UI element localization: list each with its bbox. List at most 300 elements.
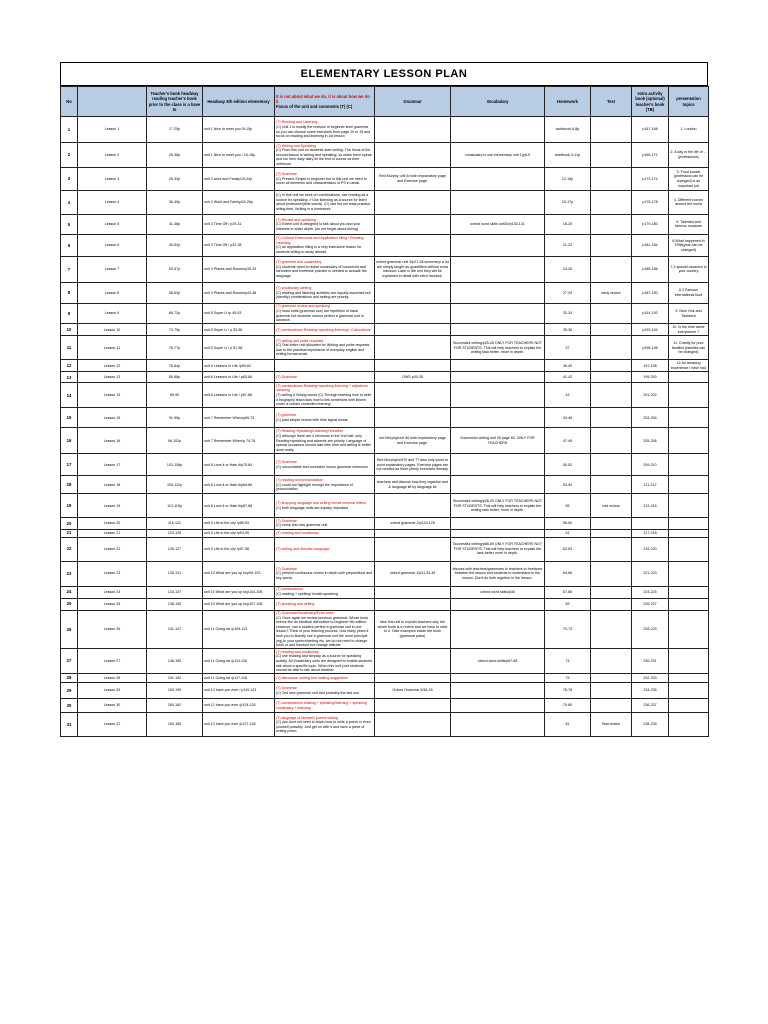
focus-comment: (C) uncountable and countable nouns grammar extension <box>276 464 368 469</box>
test-cell <box>591 518 632 529</box>
vocabulary-cell: oxford word skills/p36 <box>451 586 545 598</box>
focus-cell <box>275 649 375 674</box>
homework-cell: 38-40 <box>545 360 591 372</box>
test-cell <box>591 234 632 256</box>
presentation-cell: 1. London <box>669 117 709 143</box>
table-row <box>61 256 709 282</box>
focus-comment: (C) students need to revisit vocabulary of household and stemcline and immense practice is needed to actuate the language <box>276 264 367 279</box>
lesson-cell: Lesson 17 <box>78 454 147 476</box>
focus-cell <box>275 143 375 168</box>
focus-comment: (C) reading + spelling/ breath speaking <box>276 592 338 596</box>
focus-cell <box>275 408 375 428</box>
presentation-cell: 7.3 special occasion in your country <box>669 256 709 282</box>
row-number: 22 <box>61 537 78 561</box>
grammar-cell: oxford grammar 2/p123-125 <box>375 518 451 529</box>
test-cell <box>591 610 632 649</box>
focus-topic: (T) Grammar <box>276 172 297 177</box>
test-cell <box>591 674 632 683</box>
row-number: 5 <box>61 214 78 234</box>
focus-topic: (T) Reading+Speaking/Listening+Weather <box>276 429 344 434</box>
focus-topic: (T) writing and direction language <box>276 546 330 551</box>
row-number: 24 <box>61 586 78 598</box>
grammar-cell: Red Murphy unit 5/ both explanatory page and Exercise page. <box>375 167 451 190</box>
extra-activity-cell: p173-174 <box>632 167 669 190</box>
presentation-cell <box>669 674 709 683</box>
presentation-cell: 2. A day in the life of ... (professions) <box>669 143 709 168</box>
presentation-cell: 9. New York and Tashkent <box>669 303 709 323</box>
focus-cell <box>275 214 375 234</box>
presentation-cell: 12.An amazing experience I have had <box>669 360 709 372</box>
extra-activity-cell: 230-231 <box>632 649 669 674</box>
focus-comment: (C) past simple review with time signal words <box>276 417 348 422</box>
grammar-cell: oxford grammar unit 3/p27-28 some/any/ a lot are simply taught as quantifiers without extra handout. Later in 8th unit they will be explained in detail with extra handout. <box>375 256 451 282</box>
test-cell <box>591 324 632 336</box>
vocabulary-cell <box>451 598 545 610</box>
test-cell <box>591 649 632 674</box>
focus-topic: (T) Review and speaking <box>276 217 316 222</box>
extra-activity-cell: p175-178 <box>632 190 669 214</box>
table-row <box>61 518 709 529</box>
row-number: 23 <box>61 561 78 586</box>
homework-cell: 15-17p <box>545 190 591 214</box>
col-header-vocabulary: Vocabulary <box>451 87 545 117</box>
homework-cell: 47-49 <box>545 428 591 454</box>
lesson-cell: Lesson 2 <box>78 143 147 168</box>
lesson-cell: Lesson 25 <box>78 598 147 610</box>
focus-topic: (T) Grammar <box>276 518 297 523</box>
homework-cell: 75 <box>545 674 591 683</box>
lesson-cell: Lesson 13 <box>78 372 147 383</box>
vocabulary-cell <box>451 476 545 494</box>
extra-activity-cell: p179-180 <box>632 214 669 234</box>
extra-activity-cell: 226-227 <box>632 598 669 610</box>
test-cell <box>591 454 632 476</box>
col-header-no: No <box>61 87 78 117</box>
focus-comment: (C) Test entire unit allocated for Writing and polite requests due to the practical importance of everyday english and writing formal email. <box>276 343 370 357</box>
test-cell <box>591 360 632 372</box>
homework-cell: 24-26 <box>545 256 591 282</box>
teachers-book-pages: 85-88p <box>147 372 203 383</box>
vocabulary-cell <box>451 360 545 372</box>
unit-cell: unit 4 Places and Rooms/p43-48 <box>203 282 275 303</box>
grammar-cell <box>375 529 451 537</box>
grammar-cell <box>375 383 451 408</box>
homework-cell: workbook 6-8p <box>545 117 591 143</box>
unit-cell: unit 9 Life in the city /p94-95 <box>203 529 275 537</box>
lesson-cell: Lesson 19 <box>78 494 147 518</box>
col-header-presentation: presentation topics <box>669 87 709 117</box>
table-row <box>61 476 709 494</box>
presentation-cell: 6.What happened in 1998(year can be changed) <box>669 234 709 256</box>
teachers-book-pages: 153-159 <box>147 683 203 699</box>
test-cell <box>591 190 632 214</box>
focus-comment: (C) Extent unit is designed to talk about you and your interests in wider depth. (do not forget about timing) <box>276 222 361 231</box>
presentation-cell: 4. Different homes around the world <box>669 190 709 214</box>
focus-comment: (C) Unit 1 is mostly the revision of beginner level grammar so you can choose some exercises from page 10 to 15 and focus on reading and listening in 1st lesson <box>276 124 371 139</box>
focus-cell <box>275 372 375 383</box>
extra-activity-cell: 205-206 <box>632 428 669 454</box>
unit-cell: unit 6 Lessons in Life /p59-62 <box>203 360 275 372</box>
focus-cell <box>275 674 375 683</box>
lesson-cell: Lesson 15 <box>78 408 147 428</box>
extra-activity-cell: 224-225 <box>632 586 669 598</box>
focus-topic: (T) grammar and vocabulary <box>276 260 322 265</box>
focus-comment: (C) Present Simple is beginner but in this unit we need to cover all elements and characteristics of PS in detail. <box>276 176 367 186</box>
lesson-cell: Lesson 14 <box>78 383 147 408</box>
vocabulary-cell <box>451 234 545 256</box>
teachers-book-pages: 58-63p <box>147 282 203 303</box>
table-row <box>61 167 709 190</box>
unit-cell: unit 9 Life in the city /p89-93 <box>203 518 275 529</box>
table-row <box>61 214 709 234</box>
homework-cell: 37 <box>545 336 591 360</box>
col-header-unit: Headway 5th edition elementary <box>203 87 275 117</box>
unit-cell: unit 8 Love it or Hate it/p79-84 <box>203 454 275 476</box>
extra-activity-cell: p181-184 <box>632 234 669 256</box>
extra-activity-cell: p193-194 <box>632 324 669 336</box>
row-number: 20 <box>61 518 78 529</box>
table-row <box>61 234 709 256</box>
test-cell <box>591 143 632 168</box>
focus-topic: (T) Grammar/Vocabulary/Extra uses <box>276 611 334 615</box>
focus-comment: (C) you dont not need to teach how to write a poem or even yourself possibly. Just get on with it and have a piece of writing poem. <box>276 720 371 734</box>
presentation-cell: 8.3 Famous international food <box>669 282 709 303</box>
vocabulary-cell <box>451 674 545 683</box>
unit-cell: unit 12 have you ever /p124-126 <box>203 699 275 713</box>
presentation-cell <box>669 713 709 737</box>
table-row <box>61 117 709 143</box>
lesson-cell: Lesson 1 <box>78 117 147 143</box>
focus-topic: (T) combinations <box>276 587 303 592</box>
focus-cell <box>275 167 375 190</box>
teachers-book-pages: 163-165 <box>147 713 203 737</box>
table-row <box>61 561 709 586</box>
row-number: 4 <box>61 190 78 214</box>
test-cell <box>591 336 632 360</box>
homework-cell: workbook 9-11p <box>545 143 591 168</box>
lesson-cell: Lesson 12 <box>78 360 147 372</box>
grammar-cell <box>375 674 451 683</box>
grammar-cell <box>375 494 451 518</box>
row-number: 19 <box>61 494 78 518</box>
vocabulary-cell <box>451 282 545 303</box>
focus-cell <box>275 683 375 699</box>
teachers-book-pages: 89-90 <box>147 383 203 408</box>
focus-header-label: Focus of the unit and comments (T) (C) <box>276 104 353 110</box>
row-number: 13 <box>61 372 78 383</box>
grammar-cell: oxford grammar 1/p31,34-35 <box>375 561 451 586</box>
row-number: 15 <box>61 408 78 428</box>
table-row <box>61 336 709 360</box>
focus-topic: (T) Reading and Listening <box>276 120 318 125</box>
vocabulary-cell <box>451 699 545 713</box>
teachers-book-pages: 148-150 <box>147 649 203 674</box>
presentation-cell <box>669 649 709 674</box>
extra-activity-cell: 228-229 <box>632 610 669 649</box>
homework-cell: 32-34 <box>545 303 591 323</box>
homework-cell: 70-73 <box>545 610 591 649</box>
table-row <box>61 372 709 383</box>
unit-cell: unit 1 Nice to meet you / 16-18p <box>203 143 275 168</box>
grammar-cell <box>375 336 451 360</box>
presentation-cell <box>669 529 709 537</box>
vocabulary-cell <box>451 256 545 282</box>
vocabulary-cell <box>451 324 545 336</box>
col-header-teachers-book: Teacher's book headway reading teacher's book prior to the class is a have to <box>147 87 203 117</box>
teachers-book-pages: 103-108p <box>147 454 203 476</box>
row-number: 17 <box>61 454 78 476</box>
focus-cell <box>275 117 375 143</box>
focus-cell <box>275 561 375 586</box>
focus-topic: (T) combinations Reading+speaking listening+ Collocations <box>276 327 371 332</box>
focus-topic: (T) reading and vocabulary <box>276 649 319 654</box>
focus-topic: (T) Grammar <box>276 460 297 465</box>
col-header-focus <box>275 87 375 117</box>
grammar-cell: Oxford Grammar 5/38-39 <box>375 683 451 699</box>
teachers-book-pages: 128-131 <box>147 561 203 586</box>
vocabulary-cell: vocabulary in use elementary unit 1(p8-9 <box>451 143 545 168</box>
unit-cell: unit 4 Places and Rooms/p39-43 <box>203 256 275 282</box>
row-number: 10 <box>61 324 78 336</box>
focus-header-red-note: It is not about what we do, it is about how we do it <box>276 93 370 104</box>
homework-cell: 76-78 <box>545 683 591 699</box>
unit-cell: unit 11 Going far /p109-113 <box>203 610 275 649</box>
table-row <box>61 282 709 303</box>
homework-cell: 21-23 <box>545 234 591 256</box>
grammar-cell <box>375 214 451 234</box>
vocabulary-cell: Successful writing unit 25 page 60. ONLY FOR TEACHERS <box>451 428 545 454</box>
grammar-cell <box>375 586 451 598</box>
teachers-book-pages: 41-48p <box>147 214 203 234</box>
focus-cell <box>275 303 375 323</box>
vocabulary-cell <box>451 454 545 476</box>
focus-cell <box>275 428 375 454</box>
teachers-book-pages: 116-122 <box>147 518 203 529</box>
row-number: 3 <box>61 167 78 190</box>
focus-topic: (T) Cultural Extensions and Application filling / Reading Listening <box>276 236 364 245</box>
vocabulary-cell <box>451 117 545 143</box>
grammar-cell: teachers and discuss how they organise and & language kit by language kit <box>375 476 451 494</box>
lesson-cell: Lesson 28 <box>78 674 147 683</box>
homework-cell: 12-15p <box>545 167 591 190</box>
grammar-cell <box>375 324 451 336</box>
focus-cell <box>275 713 375 737</box>
teachers-book-pages: 73-75p <box>147 324 203 336</box>
lesson-cell: Lesson 5 <box>78 214 147 234</box>
table-row <box>61 383 709 408</box>
presentation-cell <box>669 454 709 476</box>
test-cell <box>591 699 632 713</box>
homework-cell: 69 <box>545 598 591 610</box>
table-row <box>61 598 709 610</box>
homework-cell: 18-20 <box>545 214 591 234</box>
teachers-book-pages: 113-115p <box>147 494 203 518</box>
focus-comment: (C) Once again we review previous grammar. Whole book seems like as identical alternative to beginner 5th edition. However, can a student perfect a grammar unit in one lesson? Think of your learning process, how many years it took you to fluently use a grammar unit the more principle (eg) in your speech/writing etc, we do not need to change book or add handout but change attitude. <box>276 615 369 648</box>
focus-cell <box>275 383 375 408</box>
vocabulary-cell: Successful writing/p25-28 ONLY FOR TEACHERS NOT FOR STUDENTS. This will help teachers to explain the writing task better, more in depth. <box>451 336 545 360</box>
focus-cell <box>275 282 375 303</box>
focus-cell <box>275 537 375 561</box>
test-cell <box>591 383 632 408</box>
table-row <box>61 610 709 649</box>
unit-cell: unit 2 Work and Family/24-26p <box>203 190 275 214</box>
vocabulary-cell: discuss with teachers/grammars fo teachers to freelance between the lesson and students to understand in the lesson. Don't do both together in the lesson. <box>451 561 545 586</box>
lesson-cell: Lesson 27 <box>78 649 147 674</box>
unit-cell: unit 8 Love it or Hate it/p87-88 <box>203 494 275 518</box>
header-row <box>61 87 709 117</box>
lesson-cell: Lesson 18 <box>78 476 147 494</box>
table-row <box>61 674 709 683</box>
lesson-cell: Lesson 11 <box>78 336 147 360</box>
grammar-cell <box>375 282 451 303</box>
vocabulary-cell: Successful writing/p28-29 ONLY FOR TEACHERS NOT FOR STUDENTS. This will help teachers to explain the writing task better, more in depth. <box>451 494 545 518</box>
teachers-book-pages: 53-57p <box>147 256 203 282</box>
unit-cell: unit 5 Super Li / p 57-58 <box>203 336 275 360</box>
homework-cell: 35-36 <box>545 324 591 336</box>
focus-comment: (C) both language units are equally important <box>276 505 348 510</box>
focus-comment: (C) reading and listening activities are equally important but (identify) combinations and writing are priority. <box>276 290 371 300</box>
vocabulary-cell <box>451 190 545 214</box>
focus-topic: (T) speaking and writing <box>276 601 315 606</box>
homework-cell: 79-80 <box>545 699 591 713</box>
teachers-book-pages: 126-127 <box>147 537 203 561</box>
vocabulary-cell <box>451 529 545 537</box>
presentation-cell: 3. Food bucket (profession can be changed) is an important job <box>669 167 709 190</box>
homework-cell: 43 <box>545 383 591 408</box>
table-row <box>61 408 709 428</box>
presentation-cell <box>669 494 709 518</box>
presentation-cell <box>669 383 709 408</box>
unit-cell: unit 2 work and Family/19-24p <box>203 167 275 190</box>
extra-activity-cell: p191-192 <box>632 303 669 323</box>
test-cell <box>591 167 632 190</box>
test-cell <box>591 256 632 282</box>
test-cell: final review <box>591 713 632 737</box>
lesson-cell: Lesson 23 <box>78 561 147 586</box>
extra-activity-cell: 221-223 <box>632 561 669 586</box>
col-header-test: Test <box>591 87 632 117</box>
presentation-cell: 5. Talented and famous musician <box>669 214 709 234</box>
table-row <box>61 586 709 598</box>
lesson-cell: Lesson 29 <box>78 683 147 699</box>
row-number: 11 <box>61 336 78 360</box>
table-row <box>61 454 709 476</box>
extra-activity-cell: 232-233 <box>632 674 669 683</box>
table-row <box>61 360 709 372</box>
extra-activity-cell: 209-210 <box>632 454 669 476</box>
col-header-grammar: Grammar <box>375 87 451 117</box>
row-number: 16 <box>61 428 78 454</box>
focus-cell <box>275 454 375 476</box>
extra-activity-cell: 217-218 <box>632 529 669 537</box>
focus-comment: (T) writing & linking words (C) Through learning how to write a biography teach kids how to link sentences with linkers under a certain controlled learning. <box>276 393 372 407</box>
table-row <box>61 303 709 323</box>
table-row <box>61 143 709 168</box>
teachers-book-pages: 96-102p <box>147 428 203 454</box>
row-number: 9 <box>61 303 78 323</box>
focus-comment: (C) could not highlight enough the importance of pronunciation <box>276 482 353 492</box>
teachers-book-pages: 160-162 <box>147 699 203 713</box>
table-row <box>61 683 709 699</box>
homework-cell: 61 <box>545 529 591 537</box>
focus-cell <box>275 256 375 282</box>
vocabulary-cell: Successful writing/p68-69 ONLY FOR TEACHERS NOT FOR STUDENTS. This will help teachers to explain the task better more in depth. <box>451 537 545 561</box>
extra-activity-cell <box>632 518 669 529</box>
extra-activity-cell: 234-235 <box>632 683 669 699</box>
lesson-cell: Lesson 4 <box>78 190 147 214</box>
focus-comment: (C) comp first new grammar unit <box>276 523 328 528</box>
homework-cell: 74 <box>545 649 591 674</box>
focus-comment: (C) although there are 4 elements in the 2nd half, only Reading+speaking and adverbs are priority. Language of special occasions should take little time and writing is better done orally. <box>276 433 371 452</box>
table-row <box>61 428 709 454</box>
grammar-cell <box>375 143 451 168</box>
extra-activity-cell: p167-168 <box>632 117 669 143</box>
teachers-book-pages: 36-40p <box>147 190 203 214</box>
unit-cell: unit 3 Time Off / p29-31 <box>203 214 275 234</box>
extra-activity-cell: p185-186 <box>632 256 669 282</box>
teachers-book-pages: 138-140 <box>147 598 203 610</box>
grammar-cell <box>375 117 451 143</box>
test-cell: mid review <box>591 494 632 518</box>
focus-topic: (T) Grammar <box>276 686 297 691</box>
homework-cell: 64-66 <box>545 561 591 586</box>
row-number: 28 <box>61 674 78 683</box>
teachers-book-pages: 78-84p <box>147 360 203 372</box>
focus-cell <box>275 476 375 494</box>
focus-topic: (T) combinations Reading+speaking listening + adjectives meaning <box>276 383 368 393</box>
unit-cell: unit 10 What are you up to/p104-106 <box>203 586 275 598</box>
test-cell <box>591 117 632 143</box>
teachers-book-pages: 91-95p <box>147 408 203 428</box>
table-row <box>61 699 709 713</box>
teachers-book-pages: 66-72p <box>147 303 203 323</box>
lesson-cell: Lesson 8 <box>78 282 147 303</box>
table-row <box>61 190 709 214</box>
lesson-plan-table <box>60 86 709 737</box>
unit-cell: unit 7 Remember When/p 74-78 <box>203 428 275 454</box>
row-number: 14 <box>61 383 78 408</box>
extra-activity-cell: 211-212 <box>632 476 669 494</box>
presentation-cell <box>669 518 709 529</box>
col-header-extra-activity: extra activity book (optional) teacher's book (TB) <box>632 87 669 117</box>
homework-cell: 27-29 <box>545 282 591 303</box>
lesson-cell: Lesson 16 <box>78 428 147 454</box>
teachers-book-pages: 109-112p <box>147 476 203 494</box>
homework-cell: 55 <box>545 494 591 518</box>
sheet-title: ELEMENTARY LESSON PLAN <box>60 62 708 86</box>
focus-topic: (T) Grammar <box>276 375 297 380</box>
vocabulary-cell <box>451 518 545 529</box>
focus-cell <box>275 586 375 598</box>
row-number: 2 <box>61 143 78 168</box>
row-number: 30 <box>61 699 78 713</box>
extra-activity-cell: 213-216 <box>632 494 669 518</box>
homework-cell: 44-46 <box>545 408 591 428</box>
row-number: 12 <box>61 360 78 372</box>
col-header-lesson <box>78 87 147 117</box>
grammar-cell <box>375 649 451 674</box>
unit-cell: unit 1 Nice to meet you /9-15p <box>203 117 275 143</box>
test-cell: early review <box>591 282 632 303</box>
extra-activity-cell: 238-239 <box>632 713 669 737</box>
teachers-book-pages: 29-36p <box>147 143 203 168</box>
focus-topic: (T) grammar <box>276 413 296 418</box>
homework-cell: 53-54 <box>545 476 591 494</box>
grammar-cell: red Murphy/unit 80 both explanatory page and Exercise page. <box>375 428 451 454</box>
row-number: 8 <box>61 282 78 303</box>
lesson-cell: Lesson 3 <box>78 167 147 190</box>
grammar-cell: OWS p30-35 <box>375 372 451 383</box>
